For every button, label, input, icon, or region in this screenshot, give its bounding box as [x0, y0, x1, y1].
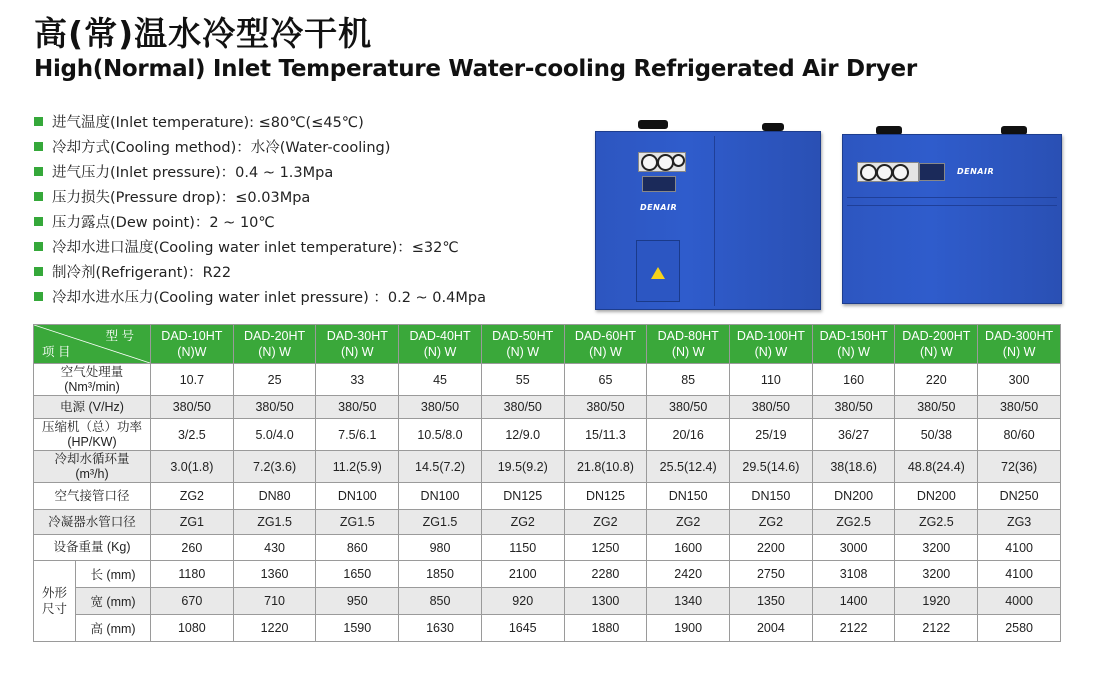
table-cell: DN200: [812, 483, 895, 510]
spec-item: 制冷剂(Refrigerant)：R22: [34, 261, 486, 286]
table-cell: 1340: [647, 588, 730, 615]
model-header: DAD-30HT (N) W: [316, 325, 399, 364]
control-display: [642, 176, 676, 192]
table-cell: 25: [233, 364, 316, 396]
row-label: 空气接管口径: [34, 483, 151, 510]
table-cell: 2122: [895, 615, 978, 642]
row-label: 宽 (mm): [76, 588, 151, 615]
row-label: 高 (mm): [76, 615, 151, 642]
table-cell: ZG1: [151, 510, 234, 535]
bullet-square-icon: [34, 192, 43, 201]
row-label: 冷凝器水管口径: [34, 510, 151, 535]
table-cell: 380/50: [399, 396, 482, 419]
spec-item: 压力露点(Dew point)：2 ~ 10℃: [34, 211, 486, 236]
model-header: DAD-150HT (N) W: [812, 325, 895, 364]
table-cell: 19.5(9.2): [481, 451, 564, 483]
table-cell: 1650: [316, 561, 399, 588]
table-cell: 380/50: [978, 396, 1061, 419]
table-cell: 38(18.6): [812, 451, 895, 483]
corner-label-model: 型 号: [105, 329, 134, 343]
dimension-group-label: 外形 尺寸: [34, 561, 76, 642]
bullet-square-icon: [34, 242, 43, 251]
model-header: DAD-80HT (N) W: [647, 325, 730, 364]
table-cell: 980: [399, 535, 482, 561]
model-header: DAD-60HT (N) W: [564, 325, 647, 364]
panel-seam: [847, 197, 1057, 198]
table-cell: ZG2: [647, 510, 730, 535]
table-cell: DN80: [233, 483, 316, 510]
model-header: DAD-40HT (N) W: [399, 325, 482, 364]
table-cell: 1180: [151, 561, 234, 588]
table-cell: DN150: [647, 483, 730, 510]
table-cell: 220: [895, 364, 978, 396]
table-cell: 430: [233, 535, 316, 561]
table-cell: ZG1.5: [233, 510, 316, 535]
table-cell: 5.0/4.0: [233, 419, 316, 451]
electrical-box: [636, 240, 680, 302]
cabinet: [842, 134, 1062, 304]
table-row: [34, 535, 1061, 561]
table-row: [34, 483, 1061, 510]
title-chinese: 高(常)温水冷型冷干机: [34, 14, 373, 53]
table-cell: 33: [316, 364, 399, 396]
table-cell: 1920: [895, 588, 978, 615]
table-cell: 860: [316, 535, 399, 561]
table-cell: 1250: [564, 535, 647, 561]
table-cell: 380/50: [895, 396, 978, 419]
table-cell: 4100: [978, 561, 1061, 588]
table-cell: 380/50: [564, 396, 647, 419]
pressure-gauge-icon: [672, 154, 685, 167]
table-cell: 11.2(5.9): [316, 451, 399, 483]
table-cell: 1080: [151, 615, 234, 642]
table-cell: 12/9.0: [481, 419, 564, 451]
table-cell: 15/11.3: [564, 419, 647, 451]
table-cell: 1645: [481, 615, 564, 642]
pressure-gauge-icon: [641, 154, 658, 171]
table-cell: 670: [151, 588, 234, 615]
table-cell: DN100: [316, 483, 399, 510]
table-cell: 2200: [730, 535, 813, 561]
spec-item: 冷却方式(Cooling method)：水冷(Water-cooling): [34, 136, 486, 161]
bullet-square-icon: [34, 267, 43, 276]
table-cell: 300: [978, 364, 1061, 396]
pipe-flange-icon: [638, 120, 668, 129]
spec-list: [34, 111, 486, 311]
bullet-square-icon: [34, 142, 43, 151]
table-cell: 1350: [730, 588, 813, 615]
table-cell: 10.5/8.0: [399, 419, 482, 451]
table-cell: 29.5(14.6): [730, 451, 813, 483]
table-cell: 1150: [481, 535, 564, 561]
table-cell: ZG2: [151, 483, 234, 510]
table-cell: ZG2: [564, 510, 647, 535]
table-cell: 2580: [978, 615, 1061, 642]
table-cell: 920: [481, 588, 564, 615]
table-cell: 110: [730, 364, 813, 396]
table-cell: 1900: [647, 615, 730, 642]
table-cell: DN200: [895, 483, 978, 510]
spec-item: 进气压力(Inlet pressure)：0.4 ~ 1.3Mpa: [34, 161, 486, 186]
table-cell: ZG2.5: [895, 510, 978, 535]
table-cell: 50/38: [895, 419, 978, 451]
table-cell: 710: [233, 588, 316, 615]
table-cell: 1400: [812, 588, 895, 615]
table-cell: 380/50: [316, 396, 399, 419]
table-cell: 14.5(7.2): [399, 451, 482, 483]
model-header: DAD-100HT (N) W: [730, 325, 813, 364]
spec-item: 冷却水进水压力(Cooling water inlet pressure) ：0.2 ~ 0.4Mpa: [34, 286, 486, 311]
table-corner-header: [34, 325, 151, 364]
row-label: 空气处理量 (Nm³/min): [34, 364, 151, 396]
table-cell: 3108: [812, 561, 895, 588]
spec-item: 冷却水进口温度(Cooling water inlet temperature)：≤32℃: [34, 236, 486, 261]
table-cell: 380/50: [481, 396, 564, 419]
table-cell: DN125: [481, 483, 564, 510]
table-cell: ZG2.5: [812, 510, 895, 535]
table-cell: 160: [812, 364, 895, 396]
row-label: 长 (mm): [76, 561, 151, 588]
table-cell: 55: [481, 364, 564, 396]
table-cell: 2420: [647, 561, 730, 588]
table-cell: ZG1.5: [316, 510, 399, 535]
table-cell: 260: [151, 535, 234, 561]
table-cell: 2100: [481, 561, 564, 588]
brand-logo: DENAIR: [640, 203, 678, 212]
pressure-gauge-icon: [892, 164, 909, 181]
pressure-gauge-icon: [876, 164, 893, 181]
table-cell: 1850: [399, 561, 482, 588]
table-cell: DN125: [564, 483, 647, 510]
warning-triangle-icon: [651, 267, 665, 279]
table-row: [34, 615, 1061, 642]
table-row: [34, 419, 1061, 451]
table-cell: DN250: [978, 483, 1061, 510]
table-row: [34, 364, 1061, 396]
brand-logo: DENAIR: [957, 167, 995, 176]
table-row: [34, 561, 1061, 588]
table-cell: 2004: [730, 615, 813, 642]
pipe-flange-icon: [762, 123, 784, 131]
table-cell: 3200: [895, 561, 978, 588]
table-cell: 2280: [564, 561, 647, 588]
table-cell: 2122: [812, 615, 895, 642]
row-label: 设备重量 (Kg): [34, 535, 151, 561]
model-header: DAD-300HT (N) W: [978, 325, 1061, 364]
table-cell: 21.8(10.8): [564, 451, 647, 483]
table-cell: 85: [647, 364, 730, 396]
table-cell: 1880: [564, 615, 647, 642]
dryer-photo-right: [838, 123, 1064, 305]
table-cell: 850: [399, 588, 482, 615]
table-cell: 380/50: [233, 396, 316, 419]
title-english: High(Normal) Inlet Temperature Water-cooling Refrigerated Air Dryer: [34, 56, 917, 82]
table-cell: 4000: [978, 588, 1061, 615]
panel-seam: [847, 205, 1057, 206]
gauge-panel: [638, 152, 686, 172]
model-header: DAD-20HT (N) W: [233, 325, 316, 364]
table-cell: DN150: [730, 483, 813, 510]
table-cell: 380/50: [730, 396, 813, 419]
spec-table: [33, 324, 1061, 642]
spec-item: 进气温度(Inlet temperature): ≤80℃(≤45℃): [34, 111, 486, 136]
table-cell: ZG2: [481, 510, 564, 535]
table-cell: 4100: [978, 535, 1061, 561]
bullet-square-icon: [34, 167, 43, 176]
table-cell: 3/2.5: [151, 419, 234, 451]
cabinet: [595, 131, 821, 310]
spec-item: 压力损失(Pressure drop)：≤0.03Mpa: [34, 186, 486, 211]
table-cell: 3.0(1.8): [151, 451, 234, 483]
table-row: [34, 396, 1061, 419]
bullet-square-icon: [34, 117, 43, 126]
table-cell: 72(36): [978, 451, 1061, 483]
table-cell: ZG1.5: [399, 510, 482, 535]
table-cell: 25/19: [730, 419, 813, 451]
table-cell: 380/50: [151, 396, 234, 419]
table-cell: 45: [399, 364, 482, 396]
gauge-panel: [857, 162, 919, 182]
table-cell: 65: [564, 364, 647, 396]
table-cell: 10.7: [151, 364, 234, 396]
table-cell: 1590: [316, 615, 399, 642]
table-row: [34, 451, 1061, 483]
table-cell: 48.8(24.4): [895, 451, 978, 483]
table-cell: 1360: [233, 561, 316, 588]
table-cell: 1220: [233, 615, 316, 642]
table-cell: 7.2(3.6): [233, 451, 316, 483]
table-cell: 1300: [564, 588, 647, 615]
row-label: 冷却水循环量 (m³/h): [34, 451, 151, 483]
table-cell: 2750: [730, 561, 813, 588]
table-cell: ZG3: [978, 510, 1061, 535]
table-cell: 380/50: [812, 396, 895, 419]
model-header: DAD-10HT (N)W: [151, 325, 234, 364]
table-cell: 950: [316, 588, 399, 615]
table-cell: 25.5(12.4): [647, 451, 730, 483]
pressure-gauge-icon: [860, 164, 877, 181]
table-cell: ZG2: [730, 510, 813, 535]
bullet-square-icon: [34, 217, 43, 226]
table-cell: 20/16: [647, 419, 730, 451]
table-cell: 3000: [812, 535, 895, 561]
table-cell: 7.5/6.1: [316, 419, 399, 451]
row-label: 压缩机（总）功率 (HP/KW): [34, 419, 151, 451]
bullet-square-icon: [34, 292, 43, 301]
model-header: DAD-50HT (N) W: [481, 325, 564, 364]
table-row: [34, 510, 1061, 535]
table-cell: DN100: [399, 483, 482, 510]
table-cell: 36/27: [812, 419, 895, 451]
table-cell: 80/60: [978, 419, 1061, 451]
table-row: [34, 588, 1061, 615]
table-cell: 380/50: [647, 396, 730, 419]
model-header: DAD-200HT (N) W: [895, 325, 978, 364]
model-header-row: [34, 325, 1061, 364]
row-label: 电源 (V/Hz): [34, 396, 151, 419]
dryer-photo-left: [593, 116, 823, 312]
table-cell: 3200: [895, 535, 978, 561]
door-seam: [714, 136, 715, 306]
table-cell: 1630: [399, 615, 482, 642]
table-cell: 1600: [647, 535, 730, 561]
control-display: [919, 163, 945, 181]
corner-label-item: 项 目: [42, 345, 71, 359]
